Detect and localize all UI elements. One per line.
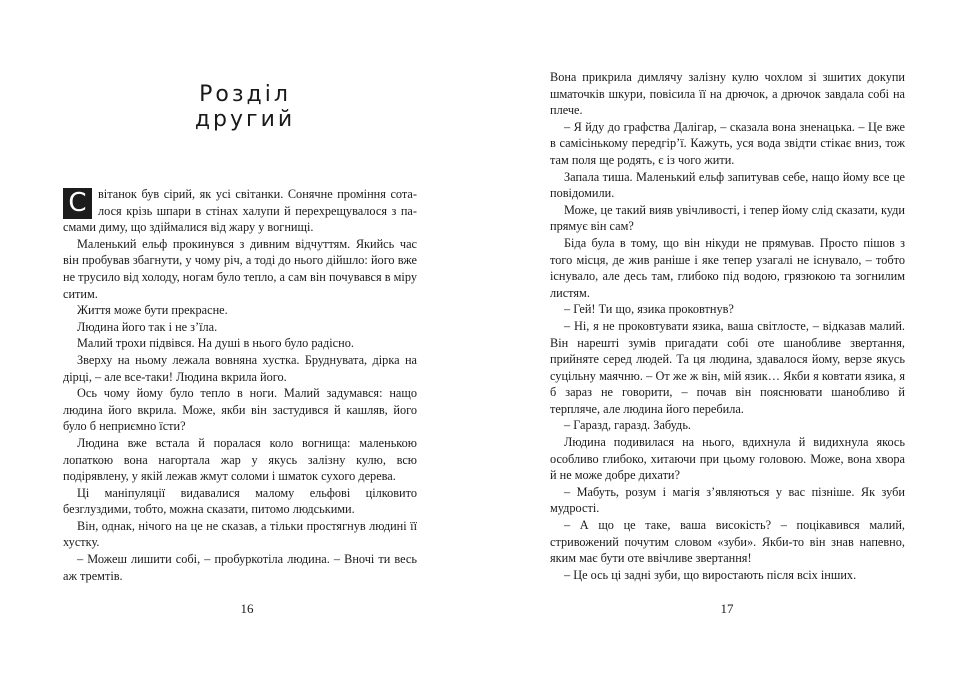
chapter-title: Розділ другий xyxy=(194,82,296,132)
paragraph: – Гаразд, гаразд. Забудь. xyxy=(564,418,691,433)
paragraph: Ці маніпуляції видавалися малому ельфові цілковито безглуздими, тобто, можна сказати, питомо людськими. xyxy=(63,485,417,517)
paragraph: – Мабуть, розум і магія з’являються у вас пізніше. Як зуби мудрості. xyxy=(550,484,905,516)
paragraph: Людина вже встала й поралася коло вогнища: маленькою лопаткою вона нагортала жар у якусь залізну кулю, всю подірявлену, у якій лежав жмут соломи і шматок сухого дерева. xyxy=(63,435,417,484)
paragraph: Біда була в тому, що він нікуди не прямував. Просто пішов з того місця, де жив раніше і яке тепер узагалі не існувало, – тобто існувало, але десь там, глибоко під водою, грязюкою та зогнилим листям. xyxy=(550,235,905,300)
paragraph: Малий трохи підвівся. На душі в нього було радісно. xyxy=(77,336,354,351)
paragraph: Вона прикрила димлячу залізну кулю чохлом зі зшитих докупи шматочків шкури, повісила її на дрючок, а дрючок завдала собі на плече. xyxy=(550,70,905,118)
paragraph: – Це ось ці задні зуби, що виростають після всіх інших. xyxy=(564,567,857,582)
paragraph: Може, це такий вияв увічливості, і тепер йому слід сказати, куди прямує він сам? xyxy=(550,202,905,234)
paragraph: – А що це таке, ваша високість? – поцікавився малий, стривожений почутим словом «зуби». Якби-то він знав напевно, яким має бути оте ввічливе звертання! xyxy=(550,518,905,566)
paragraph: Зверху на ньому лежала вовняна хустка. Бруднувата, дірка на дірці, – але все-таки! Людина вкрила його. xyxy=(63,352,417,384)
paragraph: С вітанок був сірий, як усі світанки. Сонячне проміння соталося крізь шпари в стінах халупи й перехрещувалося з пасмами диму, що здіймалися від жару у вогнищі. xyxy=(63,187,417,235)
drop-cap: С xyxy=(63,188,92,219)
paragraph: – Я йду до графства Далігар, – сказала вона зненацька. – Це вже в самісінькому передгір’ї. Кажуть, уся вода звідти стікає вниз, тож там поля ще родять, є із чого жити. xyxy=(550,119,905,167)
paragraph: Ось чому йому було тепло в ноги. Малий задумався: нащо людина його вкрила. Може, якби він застудився й кашляв, його було б неприємно їсти? xyxy=(63,386,417,434)
paragraph: – Можеш лишити собі, – пробуркотіла людина. – Вночі ти весь аж тремтів. xyxy=(63,552,417,583)
paragraph: Людина його так і не з’їла. xyxy=(77,319,218,334)
paragraph: – Ні, я не проковтувати язика, ваша світлосте, – відказав малий. Він нарешті зумів пригадати собі оте шанобливе звертання, прийняте серед людей. Та ця людина, здавалося йому, верзе якусь суцільну маячню. – От же ж він, мій язик… Якби я ковтати язика, я б зараз не говорити, – почав він пояснювати шанобливо й терпляче, але людина його перебила. xyxy=(550,318,905,416)
paragraph: Життя може бути прекрасне. xyxy=(77,303,228,318)
page-number: 17 xyxy=(720,601,734,616)
paragraph: Він, однак, нічого на це не сказав, а тільки простягнув людині її хустку. xyxy=(63,518,417,550)
paragraph: Маленький ельф прокинувся з дивним відчуттям. Якийсь час він пробував збагнути, у чому річ, а тоді до нього дійшло: його вже не трусило від холоду, ногам було тепло, а сам він почувався в міру ситим. xyxy=(63,236,417,301)
left-page-text xyxy=(63,186,417,584)
paragraph: – Гей! Ти що, язика проковтнув? xyxy=(564,302,734,317)
paragraph: Людина подивилася на нього, вдихнула й видихнула якось особливо глибоко, хитаючи при цьому головою. Може, вона хвора й не може добре дихати? xyxy=(550,435,905,483)
paragraph: Запала тиша. Маленький ельф запитував себе, нащо йому все це повідомили. xyxy=(550,169,905,201)
page-number: 16 xyxy=(240,601,254,616)
right-page-text xyxy=(550,69,905,583)
right-page xyxy=(485,0,970,678)
